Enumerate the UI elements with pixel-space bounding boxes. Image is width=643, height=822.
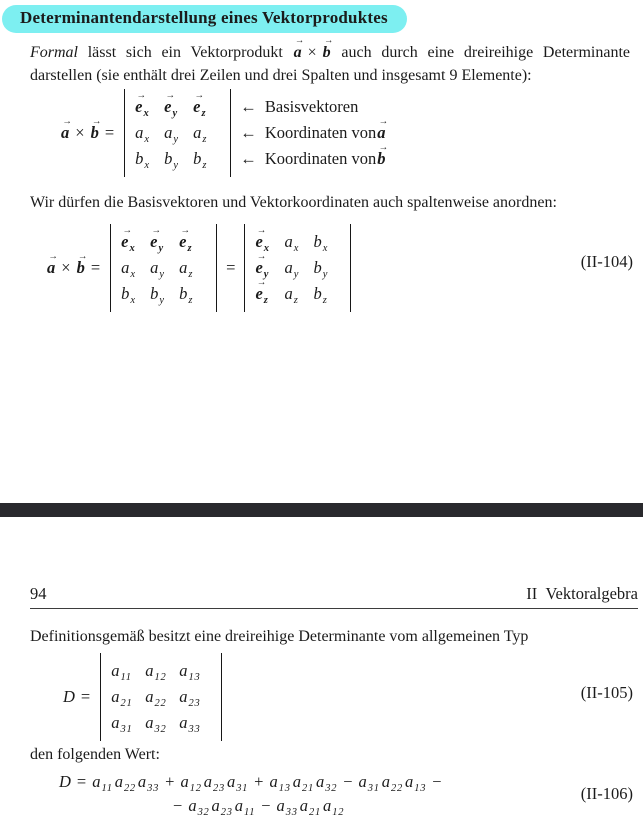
variable: $a_{31}$ (111, 713, 133, 735)
vector-arrow-icon: → (194, 90, 205, 102)
variable: $a_{32}$ (188, 796, 210, 818)
page-number: 94 (30, 584, 47, 603)
vector-arrow-icon: → (136, 90, 147, 102)
page-break-bar (0, 503, 643, 517)
matrix-cell (144, 687, 178, 707)
vector-arrow-icon: → (77, 251, 88, 263)
variable: $a_{13}$ (179, 661, 201, 683)
vector-arrow-icon: → (256, 277, 267, 289)
matrix-cell (120, 284, 149, 304)
variable: $b_z$ (193, 149, 208, 171)
text-run: ← Koordinaten von (240, 149, 377, 168)
vector-variable: → $e_y$ (150, 225, 164, 254)
variable: $a_{22}$ (381, 772, 403, 794)
expansion-line-1 (58, 770, 447, 794)
operator: + (254, 772, 264, 791)
matrix-cell (283, 284, 312, 304)
matrix-row (110, 658, 212, 684)
equation-ii-106 (58, 770, 447, 818)
matrix-cell (192, 90, 221, 119)
row-annotation-coords-a (240, 116, 389, 146)
vector-arrow-icon: → (256, 251, 267, 263)
variable: $a_{33}$ (137, 772, 160, 794)
variable: $a_x$ (284, 232, 300, 254)
variable: $a_{22}$ (114, 772, 136, 794)
matrix-cell (163, 90, 192, 119)
operator: = (76, 772, 87, 791)
variable: $a_{22}$ (145, 687, 167, 709)
variable: $a_z$ (284, 284, 299, 306)
matrix-row (134, 90, 221, 120)
operator: − (261, 796, 271, 815)
operator: − (343, 772, 353, 791)
vector-variable: → $e_x$ (135, 90, 150, 119)
running-header (30, 584, 638, 609)
variable: $a_{13}$ (404, 772, 427, 794)
matrix-row (120, 281, 207, 307)
matrix-cell (178, 258, 207, 278)
matrix-cell (144, 713, 178, 733)
variable: $a_{13}$ (269, 772, 291, 794)
variable: $a_{31}$ (226, 772, 249, 794)
operator: = (104, 123, 115, 142)
expansion-line-2 (168, 794, 447, 818)
topic-heading: Determinantendarstellung eines Vektorproduktes (20, 8, 388, 27)
variable: $a_z$ (193, 123, 208, 145)
matrix-cell (254, 277, 283, 306)
matrix-row (110, 710, 212, 736)
equation-number-ii-105: (II-105) (580, 683, 633, 702)
vector-arrow-icon: → (165, 90, 176, 102)
matrix-cell (110, 713, 144, 733)
variable: $b_y$ (164, 149, 179, 171)
variable: $a_{31}$ (358, 772, 380, 794)
chapter-title: II Vektoralgebra (526, 584, 638, 603)
operator: = (90, 258, 101, 277)
variable: $a_x$ (121, 258, 136, 280)
matrix-cell (178, 687, 212, 707)
vector-variable: → b (322, 35, 334, 61)
matrix-cell (120, 258, 149, 278)
matrix-row (254, 277, 341, 307)
operator: × (307, 44, 317, 61)
variable: $a_{23}$ (179, 687, 201, 709)
row-annotation-basis-vectors (240, 94, 386, 120)
determinant-matrix-rowwise (110, 224, 217, 312)
intro-paragraph (30, 35, 630, 87)
matrix-cell (283, 232, 312, 252)
determinant-matrix-columnwise (244, 224, 351, 312)
determinant-matrix (124, 89, 231, 177)
matrix-row (134, 146, 221, 172)
matrix-cell (144, 661, 178, 681)
text-run: ← Basisvektoren (240, 97, 359, 116)
operator: − (432, 772, 442, 791)
matrix-cell (110, 661, 144, 681)
matrix-cell (312, 284, 341, 304)
matrix-row (110, 684, 212, 710)
variable: $a_{33}$ (179, 713, 201, 735)
vector-variable: → a (377, 116, 389, 142)
vector-arrow-icon: → (180, 225, 191, 237)
matrix-cell (254, 251, 283, 280)
vector-variable: → $e_z$ (255, 277, 269, 306)
vector-arrow-icon: → (151, 225, 162, 237)
vector-arrow-icon: → (378, 142, 389, 154)
variable: $a_{33}$ (276, 796, 298, 818)
matrix-cell (149, 284, 178, 304)
variable: $b_x$ (313, 232, 329, 254)
variable: $a_{21}$ (111, 687, 133, 709)
vector-variable: → b (377, 142, 389, 168)
variable: $a_y$ (284, 258, 300, 280)
vector-variable: → a (47, 251, 58, 277)
variable: $b_z$ (313, 284, 328, 306)
variable: $a_{11}$ (234, 796, 256, 818)
value-intro-paragraph: den folgenden Wert: (30, 746, 160, 763)
equation-number-ii-104: (II-104) (580, 252, 633, 271)
matrix-row (120, 225, 207, 255)
operator: × (61, 258, 71, 277)
variable: $a_{32}$ (315, 772, 338, 794)
variable: $a_y$ (150, 258, 165, 280)
matrix-cell (149, 258, 178, 278)
variable: $a_{21}$ (292, 772, 314, 794)
vector-variable: → $e_z$ (179, 225, 193, 254)
vector-variable: → a (293, 35, 305, 61)
operator: × (75, 123, 85, 142)
vector-variable: → b (76, 251, 88, 277)
vector-arrow-icon: → (122, 225, 133, 237)
variable: $a_{23}$ (203, 772, 225, 794)
vector-arrow-icon: → (256, 225, 267, 237)
matrix-cell (312, 258, 341, 278)
matrix-cell (178, 225, 207, 254)
variable: $a_{21}$ (299, 796, 322, 818)
variable: $b_y$ (150, 284, 165, 306)
row-annotation-coords-b (240, 142, 389, 172)
vector-variable: → $e_x$ (121, 225, 136, 254)
matrix-row (254, 251, 341, 281)
matrix-row (120, 255, 207, 281)
matrix-cell (163, 149, 192, 169)
equals-sign: = (226, 258, 236, 277)
vector-arrow-icon: → (323, 35, 334, 46)
vector-variable: → $e_y$ (164, 90, 178, 119)
operator: + (165, 772, 175, 791)
matrix-cell (283, 258, 312, 278)
vector-arrow-icon: → (91, 116, 102, 128)
variable: $a_z$ (179, 258, 194, 280)
topic-heading-highlight (2, 5, 407, 33)
matrix-cell (120, 225, 149, 254)
equation-number-ii-106: (II-106) (580, 784, 633, 803)
operator: = (80, 687, 91, 706)
vector-variable: → a (61, 116, 72, 142)
variable: $b_z$ (179, 284, 194, 306)
formula-lhs (60, 116, 119, 143)
vector-variable: → $e_y$ (255, 251, 270, 280)
vector-arrow-icon: → (378, 116, 389, 128)
vector-variable: → $e_x$ (255, 225, 270, 254)
variable: $a_y$ (164, 123, 179, 145)
matrix-cell (178, 713, 212, 733)
matrix-cell (134, 149, 163, 169)
vector-variable: → b (90, 116, 102, 142)
row-annotations (240, 94, 389, 172)
matrix-cell (312, 232, 341, 252)
variable: $a_{12}$ (180, 772, 202, 794)
cross-product-determinant-formula (60, 89, 389, 177)
variable: $a_{11}$ (111, 661, 132, 683)
matrix-cell (178, 661, 212, 681)
vector-variable: → $e_z$ (193, 90, 207, 119)
matrix-cell (254, 225, 283, 254)
formula-lhs (46, 251, 105, 278)
variable: $a_{12}$ (145, 661, 167, 683)
variable: $a_{11}$ (92, 772, 113, 794)
matrix-cell (134, 123, 163, 143)
variable: D (63, 687, 75, 706)
text-run: Formal (30, 44, 78, 61)
matrix-cell (192, 123, 221, 143)
matrix-cell (110, 687, 144, 707)
definition-paragraph: Definitionsgemäß besitzt eine dreireihige Determinante vom allgemeinen Typ (30, 628, 529, 645)
general-determinant-matrix (100, 653, 222, 741)
matrix-cell (192, 149, 221, 169)
variable: $a_x$ (135, 123, 150, 145)
formula-lhs (62, 687, 95, 707)
variable: $b_x$ (135, 149, 150, 171)
vector-arrow-icon: → (294, 35, 305, 46)
variable: D (59, 772, 71, 791)
text-run: lässt sich ein Vektorprodukt (78, 44, 293, 61)
matrix-cell (178, 284, 207, 304)
text-run: auch durch eine dreireihige Determinante darstellen (sie enthält drei Zeilen und drei Spalten und insgesamt 9 Elemente): (30, 44, 630, 84)
variable: $a_{23}$ (211, 796, 233, 818)
variable: $b_y$ (313, 258, 329, 280)
operator: − (173, 796, 183, 815)
matrix-cell (134, 90, 163, 119)
transition-paragraph: Wir dürfen die Basisvektoren und Vektorkoordinaten auch spaltenweise anordnen: (30, 194, 557, 211)
matrix-row (134, 120, 221, 146)
variable: $a_{12}$ (323, 796, 345, 818)
vector-arrow-icon: → (48, 251, 58, 263)
equation-ii-104 (46, 224, 351, 312)
variable: $b_x$ (121, 284, 136, 306)
text-run: ← Koordinaten von (240, 123, 377, 142)
vector-arrow-icon: → (62, 116, 72, 128)
matrix-cell (149, 225, 178, 254)
matrix-row (254, 225, 341, 255)
equation-ii-105 (62, 653, 222, 741)
variable: $a_{32}$ (145, 713, 167, 735)
matrix-cell (163, 123, 192, 143)
